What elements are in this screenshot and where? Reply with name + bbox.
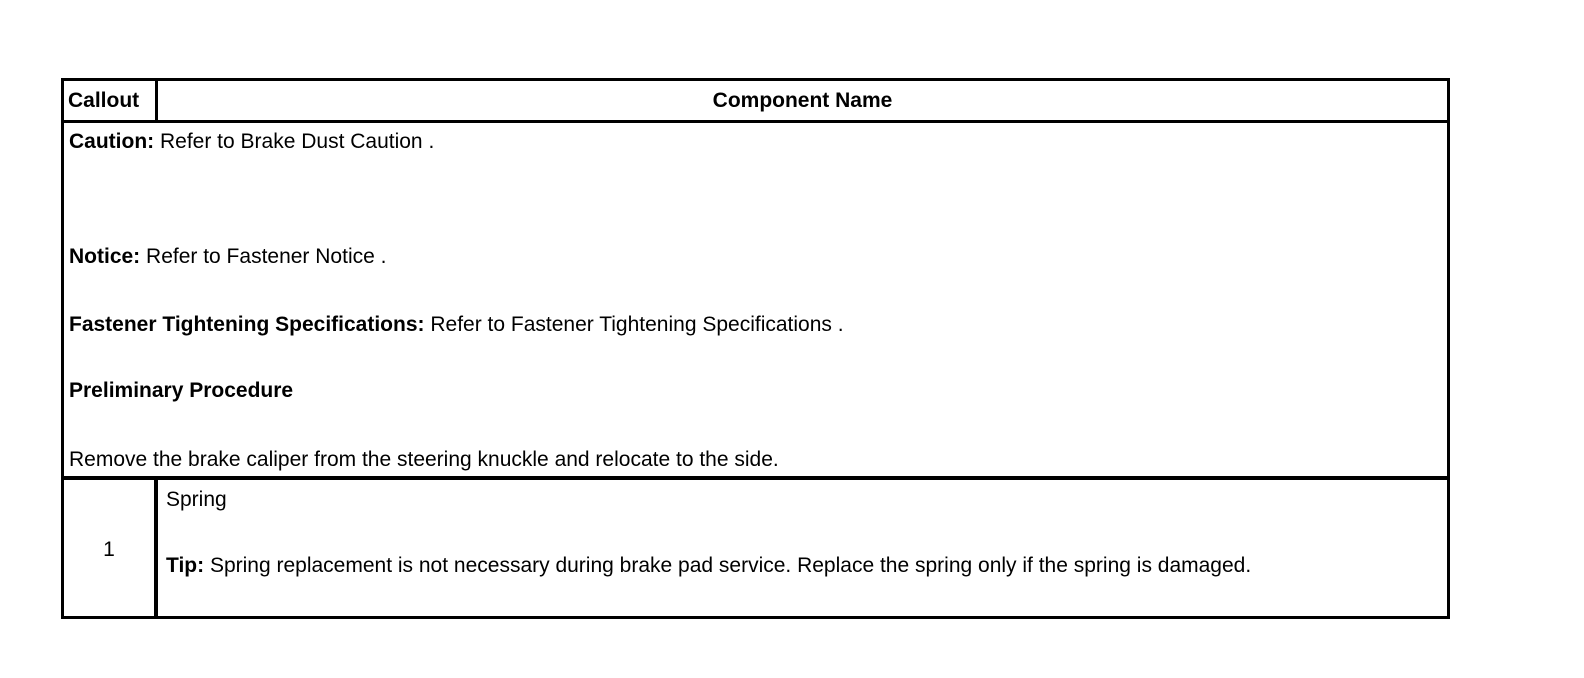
fastener-spec-text: Refer to Fastener Tightening Specifications . — [424, 313, 844, 336]
tip-label: Tip: — [166, 554, 205, 577]
preliminary-procedure-heading — [69, 379, 293, 403]
notice-text: Refer to Fastener Notice . — [140, 245, 387, 268]
fastener-spec-label: Fastener Tightening Specifications: — [69, 313, 425, 336]
component-cell — [162, 480, 1447, 619]
notice-label: Notice: — [69, 245, 141, 268]
callout-number: 1 — [64, 480, 158, 619]
table-row — [64, 480, 1447, 619]
preliminary-procedure-text: Remove the brake caliper from the steering knuckle and relocate to the side. — [69, 448, 779, 471]
preliminary-heading-text: Preliminary Procedure — [69, 379, 294, 402]
notice-note — [69, 245, 386, 269]
caution-label: Caution: — [69, 130, 155, 153]
caution-text: Refer to Brake Dust Caution . — [154, 130, 435, 153]
tip-note — [166, 554, 1251, 578]
table-header — [64, 81, 1447, 123]
caution-note — [69, 130, 434, 154]
fastener-spec-note — [69, 313, 844, 337]
procedure-notes — [64, 123, 1447, 480]
callout-column-header: Callout — [64, 81, 158, 120]
component-name: Spring — [166, 488, 227, 511]
tip-text: Spring replacement is not necessary during brake pad service. Replace the spring only if the spring is damaged. — [204, 554, 1252, 577]
component-name-column-header: Component Name — [712, 89, 893, 112]
component-table — [61, 78, 1450, 619]
